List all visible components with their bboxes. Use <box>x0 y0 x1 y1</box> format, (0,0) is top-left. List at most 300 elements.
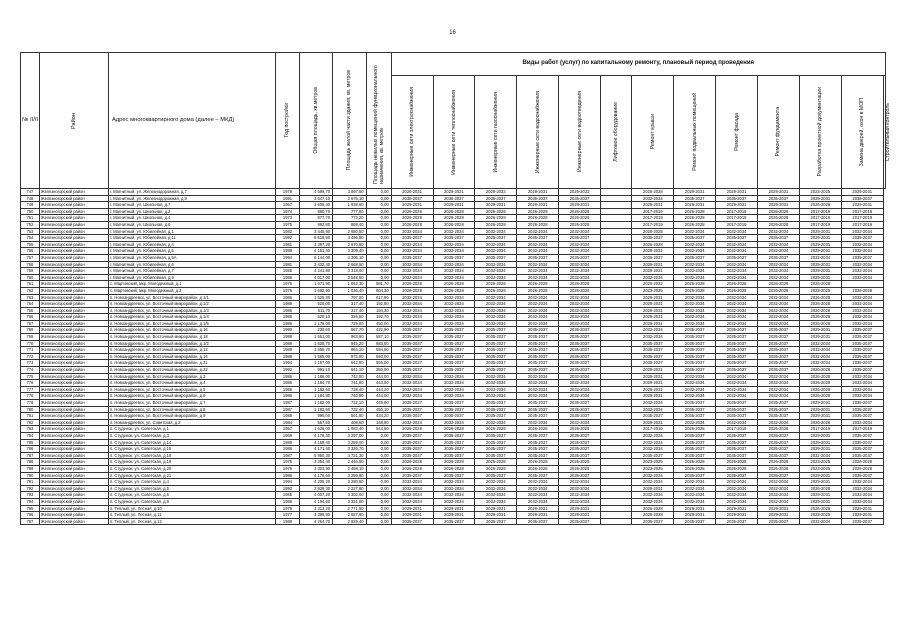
cell-doors-windows: 2032-2034 <box>841 274 883 281</box>
cell-doors-windows: 2032-2034 <box>841 320 883 327</box>
cell-water: 2032-2034 <box>517 241 559 248</box>
cell-sewage: 2026-2028 <box>559 465 601 472</box>
cell-year: 1982 <box>276 228 299 235</box>
cell-year: 1986 <box>276 446 299 453</box>
cell-sewage: 2026-2028 <box>559 221 601 228</box>
header-work-label: Инженерные сети газоснабжения <box>492 91 499 173</box>
cell-roof: 2029-2031 <box>632 393 674 400</box>
table-row <box>21 248 886 255</box>
cell-gas: 2032-2034 <box>475 386 517 393</box>
cell-electricity: 2032-2034 <box>391 320 433 327</box>
table-row <box>21 268 886 275</box>
cell-doors-windows: 2032-2034 <box>841 261 883 268</box>
cell-foundation: 2032-2034 <box>758 274 800 281</box>
cell-doors-windows: 2032-2034 <box>841 248 883 255</box>
cell-district: Железногорский район <box>39 512 108 519</box>
cell-district: Железногорский район <box>39 518 108 525</box>
cell-roof: 2020-2022 <box>632 281 674 288</box>
cell-district: Железногорский район <box>39 485 108 492</box>
cell-foundation: 2035-2037 <box>758 334 800 341</box>
cell-total-area: 1 551,00 <box>299 334 333 341</box>
cell-nonres-area: 0,00 <box>366 195 391 202</box>
cell-nonres-area: 0,00 <box>366 221 391 228</box>
capital-repair-table <box>20 52 891 525</box>
cell-doors-windows: 2032-2034 <box>841 498 883 505</box>
table-row <box>21 281 886 288</box>
cell-basement: 2032-2034 <box>674 498 716 505</box>
cell-address: п. Новоандреевск, ул. Восточный микрорайон, д.5 <box>108 386 276 393</box>
cell-elevator <box>601 413 632 420</box>
cell-design-docs: 2026-2028 <box>799 314 841 321</box>
cell-year: 1984 <box>276 419 299 426</box>
cell-electricity: 2032-2034 <box>391 498 433 505</box>
cell-living-area: 972,00 <box>333 353 367 360</box>
cell-doors-windows: 2032-2034 <box>841 479 883 486</box>
table-row <box>21 498 886 505</box>
table-row <box>21 340 886 347</box>
cell-water: 2035-2037 <box>517 254 559 261</box>
cell-water: 2032-2034 <box>517 498 559 505</box>
cell-elevator <box>601 426 632 433</box>
cell-facade: 2026-2028 <box>716 281 758 288</box>
cell-row-number: 766 <box>21 314 40 321</box>
cell-nonres-area: 148,90 <box>366 419 391 426</box>
cell-water: 2032-2034 <box>517 314 559 321</box>
cell-doors-windows: 2035-2037 <box>841 340 883 347</box>
cell-doors-windows: 2032-2034 <box>841 393 883 400</box>
cell-doors-windows: 2029-2031 <box>841 505 883 512</box>
cell-design-docs: 2026-2028 <box>799 386 841 393</box>
cell-heating: 2035-2037 <box>433 334 475 341</box>
cell-design-docs: 2026-2028 <box>799 419 841 426</box>
cell-address: п. Студенок, ул. Советская, д.16 <box>108 446 276 453</box>
cell-basement: 2035-2037 <box>674 195 716 202</box>
cell-water: 2035-2037 <box>517 360 559 367</box>
cell-electricity: 2035-2037 <box>391 254 433 261</box>
cell-address: п. Студенок, ул. Советская, д.14 <box>108 439 276 446</box>
cell-heating: 2035-2037 <box>433 340 475 347</box>
cell-doors-windows: 2029-2031 <box>841 189 883 196</box>
header-work-9 <box>758 76 800 189</box>
cell-year: 1975 <box>276 459 299 466</box>
cell-sewage: 2032-2034 <box>559 241 601 248</box>
table-row <box>21 334 886 341</box>
cell-foundation: 2029-2031 <box>758 505 800 512</box>
cell-row-number: 765 <box>21 307 40 314</box>
cell-doors-windows: 2032-2034 <box>841 294 883 301</box>
cell-living-area: 4 721,30 <box>333 452 367 459</box>
cell-foundation: 2032-2034 <box>758 492 800 499</box>
table-row <box>21 465 886 472</box>
cell-district: Железногорский район <box>39 492 108 499</box>
header-work-12 <box>883 76 891 189</box>
cell-sewage: 2026-2028 <box>559 287 601 294</box>
cell-year: 1986 <box>276 320 299 327</box>
cell-water: 2032-2034 <box>517 492 559 499</box>
cell-design-docs: 2026-2028 <box>799 373 841 380</box>
cell-nonres-area: 593,00 <box>366 353 391 360</box>
cell-heating: 2032-2034 <box>433 492 475 499</box>
cell-facade: 2035-2037 <box>716 254 758 261</box>
cell-electricity: 2035-2037 <box>391 353 433 360</box>
cell-address: п. Новоандреевск, ул. Советская, д.2 <box>108 419 276 426</box>
cell-living-area: 773,20 <box>333 215 367 222</box>
cell-roof: 2023-2025 <box>632 465 674 472</box>
cell-sewage: 2035-2037 <box>559 400 601 407</box>
cell-doors-windows: 2017-2019 <box>841 208 883 215</box>
table-row <box>21 472 886 479</box>
cell-row-number: 753 <box>21 228 40 235</box>
cell-row-number: 752 <box>21 221 40 228</box>
header-work-label: Строительный контроль <box>884 102 891 162</box>
cell-address: п. Теплый, ул. Лесная, д.11 <box>108 512 276 519</box>
cell-total-area: 991,10 <box>299 367 333 374</box>
cell-living-area: 945,20 <box>333 340 367 347</box>
cell-nonres-area: 0,00 <box>366 254 391 261</box>
cell-gas: 2032-2034 <box>475 393 517 400</box>
cell-elevator <box>601 400 632 407</box>
cell-design-docs: 2029-2031 <box>799 446 841 453</box>
cell-electricity: 2032-2034 <box>391 492 433 499</box>
cell-basement: 2035-2037 <box>674 235 716 242</box>
cell-district: Железногорский район <box>39 406 108 413</box>
cell-electricity: 2032-2034 <box>391 314 433 321</box>
cell-nonres-area: 444,20 <box>366 386 391 393</box>
cell-year: 1988 <box>276 353 299 360</box>
cell-doors-windows: 2032-2034 <box>841 492 883 499</box>
cell-nonres-area: 0,00 <box>366 452 391 459</box>
page-number: 16 <box>449 30 456 36</box>
table-row <box>21 386 886 393</box>
cell-total-area: 511,70 <box>299 307 333 314</box>
cell-total-area: 3 313,20 <box>299 505 333 512</box>
cell-roof: 2035-2037 <box>632 518 674 525</box>
table-row <box>21 274 886 281</box>
cell-foundation: 2035-2037 <box>758 360 800 367</box>
cell-heating: 2026-2028 <box>433 215 475 222</box>
cell-address: п. Новоандреевск, ул. Восточный микрорайон, д.6 <box>108 393 276 400</box>
cell-roof: 2026-2028 <box>632 228 674 235</box>
cell-gas: 2029-2033 <box>475 189 517 196</box>
cell-row-number: 768 <box>21 327 40 334</box>
cell-electricity: 2026-2028 <box>391 426 433 433</box>
cell-roof: 2029-2031 <box>632 314 674 321</box>
cell-living-area: 740,80 <box>333 393 367 400</box>
cell-design-docs: 2017-2019 <box>799 426 841 433</box>
cell-doors-windows: 2032-2034 <box>841 268 883 275</box>
cell-basement: 2035-2037 <box>674 413 716 420</box>
cell-basement: 2032-2034 <box>674 294 716 301</box>
table-row <box>21 215 886 222</box>
cell-heating: 2032-2034 <box>433 268 475 275</box>
cell-doors-windows: 2035-2037 <box>841 439 883 446</box>
cell-total-area: 230,60 <box>299 327 333 334</box>
cell-electricity: 2032-2034 <box>391 419 433 426</box>
cell-living-area: 3 548,50 <box>333 274 367 281</box>
table-row <box>21 446 886 453</box>
cell-living-area: 2 227,80 <box>333 485 367 492</box>
cell-doors-windows: 2035-2037 <box>841 446 883 453</box>
cell-facade: 2035-2037 <box>716 413 758 420</box>
cell-elevator <box>601 353 632 360</box>
cell-gas: 2032-2034 <box>475 492 517 499</box>
cell-district: Железногорский район <box>39 465 108 472</box>
cell-facade: 2032-2034 <box>716 241 758 248</box>
cell-year: 1987 <box>276 400 299 407</box>
cell-row-number: 756 <box>21 248 40 255</box>
header-work-label: Ремонт фасада <box>733 113 740 151</box>
cell-basement: 2026-2028 <box>674 208 716 215</box>
cell-facade: 2035-2037 <box>716 439 758 446</box>
cell-water: 2032-2034 <box>517 386 559 393</box>
cell-district: Железногорский район <box>39 294 108 301</box>
cell-address: п. Студенок, ул. Советская, д.8 <box>108 498 276 505</box>
cell-basement: 2029-2031 <box>674 512 716 519</box>
cell-gas: 2035-2037 <box>475 360 517 367</box>
cell-year: 1986 <box>276 498 299 505</box>
cell-address: г. Магнитный, ул. Юбилейная, д.5А <box>108 254 276 261</box>
cell-roof: 2017-2019 <box>632 215 674 222</box>
cell-heating: 2032-2034 <box>433 228 475 235</box>
cell-elevator <box>601 492 632 499</box>
cell-design-docs: 2026-2028 <box>799 505 841 512</box>
cell-roof: 2029-2031 <box>632 485 674 492</box>
cell-district: Железногорский район <box>39 281 108 288</box>
cell-living-area: 1 083,40 <box>333 426 367 433</box>
cell-foundation: 2035-2037 <box>758 452 800 459</box>
cell-water: 2026-2028 <box>517 221 559 228</box>
cell-heating: 2035-2037 <box>433 446 475 453</box>
header-address: Адрес многоквартирного дома (далее – МКД) <box>108 53 276 189</box>
cell-electricity: 2026-2031 <box>391 189 433 196</box>
cell-address: п. Новоандреевск, ул. Восточный микрорайон, д.9 <box>108 413 276 420</box>
cell-living-area: 742,00 <box>333 373 367 380</box>
cell-gas: 2032-2034 <box>475 314 517 321</box>
cell-foundation: 2032-2034 <box>758 268 800 275</box>
cell-design-docs: 2026-2028 <box>799 367 841 374</box>
cell-gas: 2035-2037 <box>475 413 517 420</box>
cell-facade: 2032-2034 <box>716 386 758 393</box>
cell-district: Железногорский район <box>39 432 108 439</box>
cell-living-area: 741,00 <box>333 380 367 387</box>
cell-doors-windows: 2035-2037 <box>841 367 883 374</box>
cell-roof: 2029-2031 <box>632 202 674 209</box>
cell-water: 2032-2034 <box>517 373 559 380</box>
cell-design-docs: 2029-2031 <box>799 498 841 505</box>
cell-living-area: 3 259,00 <box>333 439 367 446</box>
cell-water: 2032-2034 <box>517 274 559 281</box>
header-year <box>276 53 299 189</box>
cell-basement: 2035-2037 <box>674 432 716 439</box>
cell-doors-windows: 2026-2028 <box>841 465 883 472</box>
cell-design-docs: 2029-2031 <box>799 334 841 341</box>
cell-facade: 2032-2034 <box>716 274 758 281</box>
cell-total-area: 877,70 <box>299 215 333 222</box>
cell-row-number: 769 <box>21 334 40 341</box>
cell-water: 2026-2028 <box>517 281 559 288</box>
cell-facade: 2017-2019 <box>716 221 758 228</box>
cell-heating: 2032-2034 <box>433 314 475 321</box>
cell-nonres-area: 450,10 <box>366 406 391 413</box>
cell-district: Железногорский район <box>39 360 108 367</box>
cell-nonres-area: 450,00 <box>366 320 391 327</box>
cell-water: 2035-2037 <box>517 334 559 341</box>
cell-heating: 2035-2037 <box>433 327 475 334</box>
cell-row-number: 793 <box>21 492 40 499</box>
cell-design-docs: 2026-2028 <box>799 294 841 301</box>
cell-electricity: 2032-2034 <box>391 294 433 301</box>
header-district <box>39 53 108 189</box>
cell-heating: 2035-2037 <box>433 472 475 479</box>
cell-district: Железногорский район <box>39 439 108 446</box>
cell-heating: 2035-2037 <box>433 195 475 202</box>
table-row <box>21 413 886 420</box>
cell-doors-windows <box>841 281 883 288</box>
cell-doors-windows: 2035-2037 <box>841 195 883 202</box>
cell-facade: 2035-2037 <box>716 235 758 242</box>
cell-year: 1989 <box>276 518 299 525</box>
cell-row-number: 795 <box>21 505 40 512</box>
cell-foundation: 2035-2037 <box>758 367 800 374</box>
table-row <box>21 261 886 268</box>
cell-row-number: 747 <box>21 189 40 196</box>
cell-foundation: 2032-2034 <box>758 386 800 393</box>
cell-elevator <box>601 208 632 215</box>
cell-water: 2032-2034 <box>517 320 559 327</box>
cell-row-number: 791 <box>21 479 40 486</box>
cell-electricity: 2026-2028 <box>391 465 433 472</box>
cell-living-area: 408,60 <box>333 419 367 426</box>
cell-design-docs: 2032-2034 <box>799 360 841 367</box>
cell-facade: 2032-2034 <box>716 380 758 387</box>
cell-foundation: 2026-2028 <box>758 221 800 228</box>
header-work-label: Ремонт крыши <box>649 114 656 150</box>
cell-heating: 2032-2034 <box>433 479 475 486</box>
cell-electricity: 2035-2037 <box>391 446 433 453</box>
cell-doors-windows: 2035-2037 <box>841 472 883 479</box>
cell-elevator <box>601 472 632 479</box>
cell-doors-windows: 2032-2034 <box>841 419 883 426</box>
cell-sewage: 2035-2037 <box>559 235 601 242</box>
cell-living-area: 738,40 <box>333 386 367 393</box>
header-work-7 <box>674 76 716 189</box>
cell-electricity: 2035-2037 <box>391 235 433 242</box>
cell-electricity: 2032-2034 <box>391 393 433 400</box>
cell-sewage: 2035-2037 <box>559 413 601 420</box>
cell-foundation: 2032-2034 <box>758 479 800 486</box>
cell-row-number: 792 <box>21 485 40 492</box>
cell-elevator <box>601 373 632 380</box>
cell-gas: 2035-2037 <box>475 367 517 374</box>
cell-year: 1986 <box>276 393 299 400</box>
cell-total-area: 4 151,40 <box>299 248 333 255</box>
cell-total-area: 4 176,60 <box>299 472 333 479</box>
cell-total-area: 6 144,00 <box>299 254 333 261</box>
cell-design-docs: 2023-2025 <box>799 459 841 466</box>
cell-year: 1981 <box>276 261 299 268</box>
cell-nonres-area: 0,00 <box>366 472 391 479</box>
cell-nonres-area: 0,00 <box>366 505 391 512</box>
header-works-group: Виды работ (услуг) по капитальному ремонту, плановый период проведения <box>391 53 885 76</box>
cell-foundation: 2035-2037 <box>758 406 800 413</box>
cell-roof: 2029-2031 <box>632 367 674 374</box>
cell-roof: 2026-2028 <box>632 189 674 196</box>
cell-elevator <box>601 512 632 519</box>
cell-water: 2035-2037 <box>517 195 559 202</box>
cell-foundation: 2029-2031 <box>758 189 800 196</box>
cell-water: 2026-2028 <box>517 426 559 433</box>
cell-gas: 2032-2034 <box>475 261 517 268</box>
cell-gas: 2032-2034 <box>475 373 517 380</box>
header-work-0 <box>391 76 433 189</box>
cell-sewage: 2035-2037 <box>559 347 601 354</box>
cell-design-docs: 2026-2028 <box>799 301 841 308</box>
cell-row-number: 763 <box>21 294 40 301</box>
cell-foundation: 2032-2034 <box>758 393 800 400</box>
cell-roof: 2029-2031 <box>632 320 674 327</box>
cell-basement: 2026-2028 <box>674 215 716 222</box>
cell-foundation: 2035-2037 <box>758 340 800 347</box>
cell-heating: 2026-2028 <box>433 459 475 466</box>
cell-electricity: 2032-2034 <box>391 261 433 268</box>
cell-sewage: 2026-2028 <box>559 426 601 433</box>
header-year-label: Год постройки <box>284 103 291 138</box>
cell-foundation: 2032-2034 <box>758 241 800 248</box>
cell-electricity: 2032-2034 <box>391 301 433 308</box>
cell-electricity: 2032-2034 <box>391 307 433 314</box>
cell-district: Железногорский район <box>39 498 108 505</box>
cell-heating: 2032-2034 <box>433 485 475 492</box>
cell-facade: 2032-2034 <box>716 419 758 426</box>
header-work-11 <box>841 76 883 189</box>
cell-gas: 2035-2037 <box>475 472 517 479</box>
cell-year: 1990 <box>276 327 299 334</box>
cell-nonres-area: 0,00 <box>366 439 391 446</box>
cell-water: 2035-2037 <box>517 518 559 525</box>
cell-electricity: 2032-2034 <box>391 485 433 492</box>
cell-roof: 2029-2031 <box>632 386 674 393</box>
cell-elevator <box>601 320 632 327</box>
cell-electricity: 2035-2037 <box>391 472 433 479</box>
cell-sewage: 2029-2033 <box>559 189 601 196</box>
cell-living-area: 567,70 <box>333 327 367 334</box>
cell-foundation: 2032-2034 <box>758 314 800 321</box>
cell-heating: 2035-2037 <box>433 367 475 374</box>
cell-address: п. Новоандреевск, ул. Восточный микрорайон, д.16 <box>108 327 276 334</box>
header-work-2 <box>475 76 517 189</box>
cell-doors-windows: 2035-2037 <box>841 518 883 525</box>
header-nonres-area <box>366 53 391 189</box>
cell-foundation: 2032-2034 <box>758 307 800 314</box>
cell-electricity: 2035-2037 <box>391 195 433 202</box>
cell-gas: 2035-2037 <box>475 432 517 439</box>
cell-elevator <box>601 452 632 459</box>
cell-gas: 2035-2037 <box>475 518 517 525</box>
cell-nonres-area: 194,30 <box>366 307 391 314</box>
cell-gas: 2032-2034 <box>475 294 517 301</box>
cell-year: 1988 <box>276 334 299 341</box>
cell-year: 1986 <box>276 294 299 301</box>
cell-nonres-area: 444,00 <box>366 380 391 387</box>
cell-design-docs: 2029-2031 <box>799 195 841 202</box>
cell-water: 2035-2037 <box>517 353 559 360</box>
cell-roof: 2032-2034 <box>632 439 674 446</box>
table-row <box>21 479 886 486</box>
cell-gas: 2035-2037 <box>475 327 517 334</box>
cell-row-number: 749 <box>21 202 40 209</box>
cell-foundation: 2035-2037 <box>758 518 800 525</box>
table-row <box>21 512 886 519</box>
